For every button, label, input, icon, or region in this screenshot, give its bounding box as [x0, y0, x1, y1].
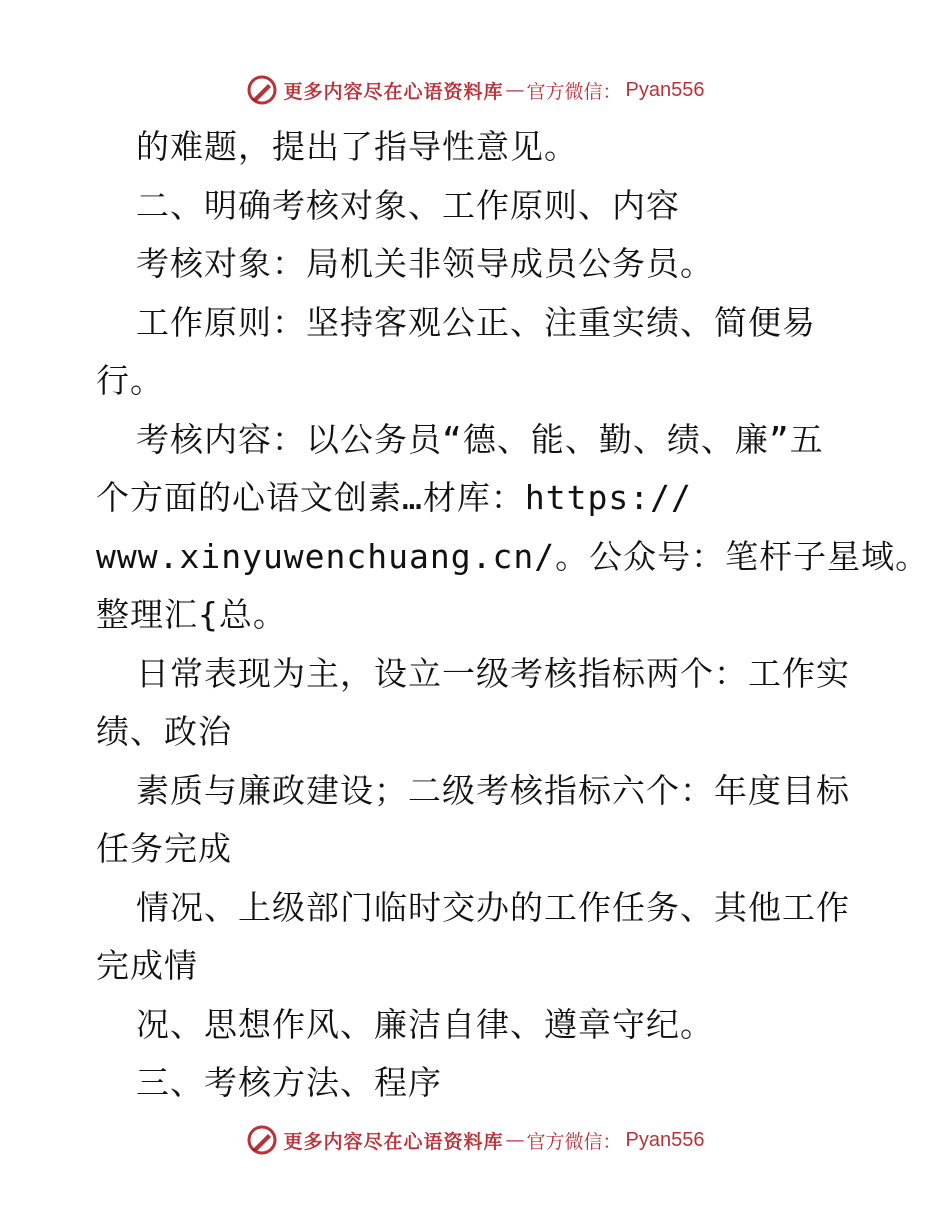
body-line: 个方面的心语文创素…材库：https://	[96, 478, 692, 517]
body-line: 考核内容：以公务员“德、能、勤、绩、廉”五	[136, 419, 824, 459]
body-line: 完成情	[96, 946, 198, 985]
banner-slogan: 更多内容尽在心语资料库	[283, 1130, 504, 1153]
body-line: 工作原则：坚持客观公正、注重实绩、简便易	[136, 302, 816, 342]
banner-wechat-label: 官方微信：	[526, 1130, 622, 1153]
banner-separator: —	[505, 1129, 525, 1151]
body-line: www.xinyuwenchuang.cn/。公众号：笔杆子星域。	[96, 536, 930, 576]
banner-wechat-id: Pyan556	[625, 1128, 705, 1151]
footer-banner	[0, 1120, 950, 1160]
document-body	[96, 118, 930, 1113]
banner-wechat-id: Pyan556	[625, 78, 705, 101]
section-heading: 三、考核方法、程序	[136, 1063, 442, 1102]
body-line: 素质与廉政建设；二级考核指标六个：年度目标	[136, 770, 850, 810]
body-line: 绩、政治	[96, 712, 232, 751]
header-banner	[0, 70, 950, 110]
body-line: 整理汇{总。	[96, 595, 287, 634]
body-line: 日常表现为主，设立一级考核指标两个：工作实	[136, 653, 850, 693]
red-pen-logo-icon	[246, 74, 278, 106]
section-heading: 二、明确考核对象、工作原则、内容	[136, 185, 680, 225]
red-pen-logo-icon	[246, 1124, 278, 1156]
banner-separator: —	[505, 79, 525, 101]
body-line: 的难题，提出了指导性意见。	[136, 127, 578, 166]
banner-wechat-label: 官方微信：	[526, 80, 622, 103]
banner-slogan: 更多内容尽在心语资料库	[283, 80, 504, 103]
body-line: 况、思想作风、廉洁自律、遵章守纪。	[136, 1004, 714, 1044]
body-line: 情况、上级部门临时交办的工作任务、其他工作	[136, 887, 850, 927]
body-line: 行。	[96, 361, 164, 400]
body-line: 考核对象：局机关非领导成员公务员。	[136, 244, 714, 283]
body-line: 任务完成	[96, 829, 232, 868]
